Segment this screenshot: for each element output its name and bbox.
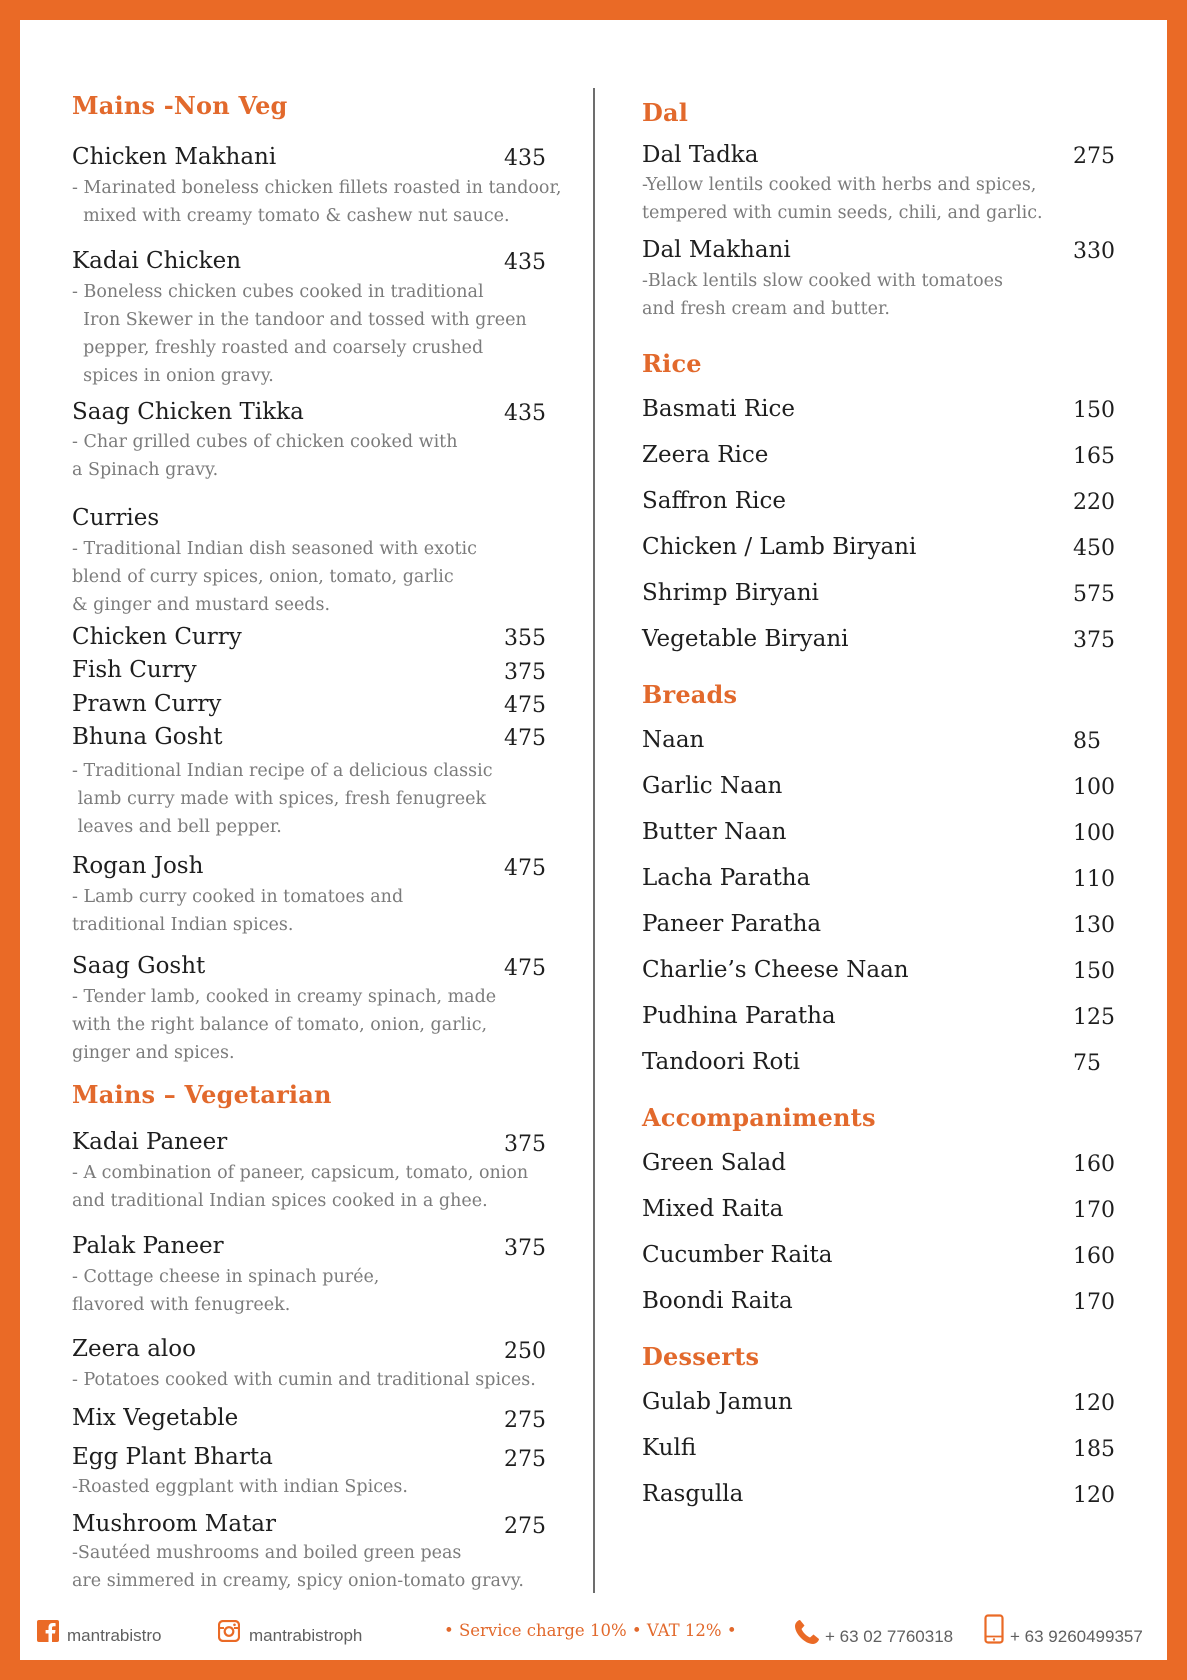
item-description: -Yellow lentils cooked with herbs and spices, tempered with cumin seeds, chili, and garlic. — [642, 175, 1043, 223]
item-description: -Black lentils slow cooked with tomatoes and fresh cream and butter. — [642, 271, 1003, 319]
instagram-handle[interactable]: mantrabistroph — [249, 1626, 363, 1645]
item-price: 275 — [504, 1447, 546, 1472]
item-name: Palak Paneer — [72, 1233, 224, 1259]
item-name: Saag Chicken Tikka — [72, 399, 304, 425]
item-name: Tandoori Roti — [642, 1049, 800, 1075]
item-name: Prawn Curry — [72, 691, 222, 717]
mobile-number[interactable]: + 63 9260499357 — [1010, 1627, 1143, 1646]
item-name: Mushroom Matar — [72, 1511, 277, 1537]
item-name: Paneer Paratha — [642, 911, 822, 937]
item-description: -Roasted eggplant with indian Spices. — [72, 1477, 408, 1497]
item-name: Zeera Rice — [642, 442, 769, 468]
facebook-icon[interactable] — [37, 1620, 59, 1642]
item-price: 475 — [504, 726, 546, 751]
item-name-curries: Curries — [72, 505, 160, 531]
heading-accompaniments: Accompaniments — [642, 1103, 876, 1132]
item-price: 575 — [1073, 582, 1115, 607]
item-name: Boondi Raita — [642, 1288, 793, 1314]
item-description: - Tender lamb, cooked in creamy spinach, made with the right balance of tomato, onion, garlic, ginger and spices. — [72, 987, 497, 1063]
item-price: 85 — [1073, 729, 1101, 754]
heading-mains-non-veg: Mains -Non Veg — [72, 91, 288, 120]
item-name: Vegetable Biryani — [642, 626, 849, 652]
item-price: 160 — [1073, 1152, 1115, 1177]
item-price: 475 — [504, 956, 546, 981]
item-price: 375 — [504, 660, 546, 685]
item-price: 100 — [1073, 775, 1115, 800]
item-price: 120 — [1073, 1391, 1115, 1416]
item-description: - Boneless chicken cubes cooked in traditional Iron Skewer in the tandoor and tossed with green pepper, freshly roasted and coarsely crushed spices in onion gravy. — [72, 282, 527, 386]
item-price: 110 — [1073, 867, 1115, 892]
item-description: - Cottage cheese in spinach purée, flavored with fenugreek. — [72, 1267, 380, 1315]
item-name: Charlie’s Cheese Naan — [642, 957, 909, 983]
item-name: Gulab Jamun — [642, 1389, 793, 1415]
facebook-handle[interactable]: mantrabistro — [67, 1626, 162, 1645]
item-description: - Traditional Indian dish seasoned with exotic blend of curry spices, onion, tomato, garlic & ginger and mustard seeds. — [72, 539, 477, 615]
mobile-icon — [984, 1614, 1004, 1644]
item-name: Garlic Naan — [642, 773, 783, 799]
phone-icon — [793, 1618, 821, 1646]
instagram-icon[interactable] — [218, 1620, 240, 1642]
heading-dal: Dal — [642, 98, 689, 127]
item-price: 170 — [1073, 1198, 1115, 1223]
item-name: Fish Curry — [72, 657, 197, 683]
item-price: 475 — [504, 693, 546, 718]
item-price: 150 — [1073, 959, 1115, 984]
item-price: 275 — [504, 1514, 546, 1539]
item-name: Green Salad — [642, 1150, 786, 1176]
phone-number[interactable]: + 63 02 7760318 — [825, 1627, 954, 1646]
item-price: 275 — [1073, 144, 1115, 169]
item-name: Chicken / Lamb Biryani — [642, 534, 917, 560]
item-price: 435 — [504, 146, 546, 171]
item-name: Mixed Raita — [642, 1196, 784, 1222]
item-description: -Sautéed mushrooms and boiled green peas are simmered in creamy, spicy onion-tomato gravy. — [72, 1543, 524, 1591]
item-name: Basmati Rice — [642, 396, 796, 422]
item-price: 475 — [504, 856, 546, 881]
item-name: Pudhina Paratha — [642, 1003, 836, 1029]
item-name: Naan — [642, 727, 705, 753]
item-name: Chicken Makhani — [72, 144, 277, 170]
item-name: Cucumber Raita — [642, 1242, 833, 1268]
item-price: 435 — [504, 401, 546, 426]
item-name: Saffron Rice — [642, 488, 786, 514]
item-name: Kulfi — [642, 1435, 697, 1461]
item-description: - Potatoes cooked with cumin and traditional spices. — [72, 1370, 536, 1390]
item-name: Dal Makhani — [642, 237, 791, 263]
item-price: 450 — [1073, 536, 1115, 561]
heading-breads: Breads — [642, 680, 738, 709]
item-description: - Char grilled cubes of chicken cooked with a Spinach gravy. — [72, 432, 458, 480]
item-price: 160 — [1073, 1244, 1115, 1269]
item-price: 100 — [1073, 821, 1115, 846]
heading-mains-vegetarian: Mains – Vegetarian — [72, 1080, 332, 1109]
item-name: Chicken Curry — [72, 624, 242, 650]
item-price: 220 — [1073, 490, 1115, 515]
item-name: Saag Gosht — [72, 953, 206, 979]
item-description: - Traditional Indian recipe of a delicious classic lamb curry made with spices, fresh fenugreek leaves and bell pepper. — [72, 761, 493, 837]
heading-desserts: Desserts — [642, 1342, 760, 1371]
item-price: 165 — [1073, 444, 1115, 469]
item-price: 375 — [1073, 628, 1115, 653]
column-divider — [593, 88, 595, 1593]
item-price: 355 — [504, 626, 546, 651]
item-description: - Marinated boneless chicken fillets roasted in tandoor, mixed with creamy tomato & cashew nut sauce. — [72, 178, 562, 226]
item-price: 170 — [1073, 1290, 1115, 1315]
charges-note: • Service charge 10% • VAT 12% • — [444, 1621, 737, 1640]
item-name: Butter Naan — [642, 819, 787, 845]
item-name: Lacha Paratha — [642, 865, 811, 891]
item-price: 435 — [504, 250, 546, 275]
item-price: 130 — [1073, 913, 1115, 938]
item-price: 275 — [504, 1408, 546, 1433]
item-name: Kadai Paneer — [72, 1129, 228, 1155]
item-name: Shrimp Biryani — [642, 580, 819, 606]
item-name: Rogan Josh — [72, 853, 204, 879]
item-name: Bhuna Gosht — [72, 724, 223, 750]
item-description: - Lamb curry cooked in tomatoes and traditional Indian spices. — [72, 887, 404, 935]
item-description: - A combination of paneer, capsicum, tomato, onion and traditional Indian spices cooked in a ghee. — [72, 1163, 529, 1211]
item-price: 330 — [1073, 239, 1115, 264]
item-price: 125 — [1073, 1005, 1115, 1030]
item-name: Egg Plant Bharta — [72, 1444, 273, 1470]
item-name: Mix Vegetable — [72, 1405, 239, 1431]
item-name: Dal Tadka — [642, 142, 759, 168]
item-price: 150 — [1073, 398, 1115, 423]
heading-rice: Rice — [642, 349, 702, 378]
item-price: 120 — [1073, 1483, 1115, 1508]
item-price: 185 — [1073, 1437, 1115, 1462]
item-name: Kadai Chicken — [72, 248, 242, 274]
item-price: 375 — [504, 1236, 546, 1261]
item-name: Rasgulla — [642, 1481, 744, 1507]
item-name: Zeera aloo — [72, 1336, 196, 1362]
item-price: 250 — [504, 1339, 546, 1364]
item-price: 75 — [1073, 1051, 1101, 1076]
item-price: 375 — [504, 1132, 546, 1157]
